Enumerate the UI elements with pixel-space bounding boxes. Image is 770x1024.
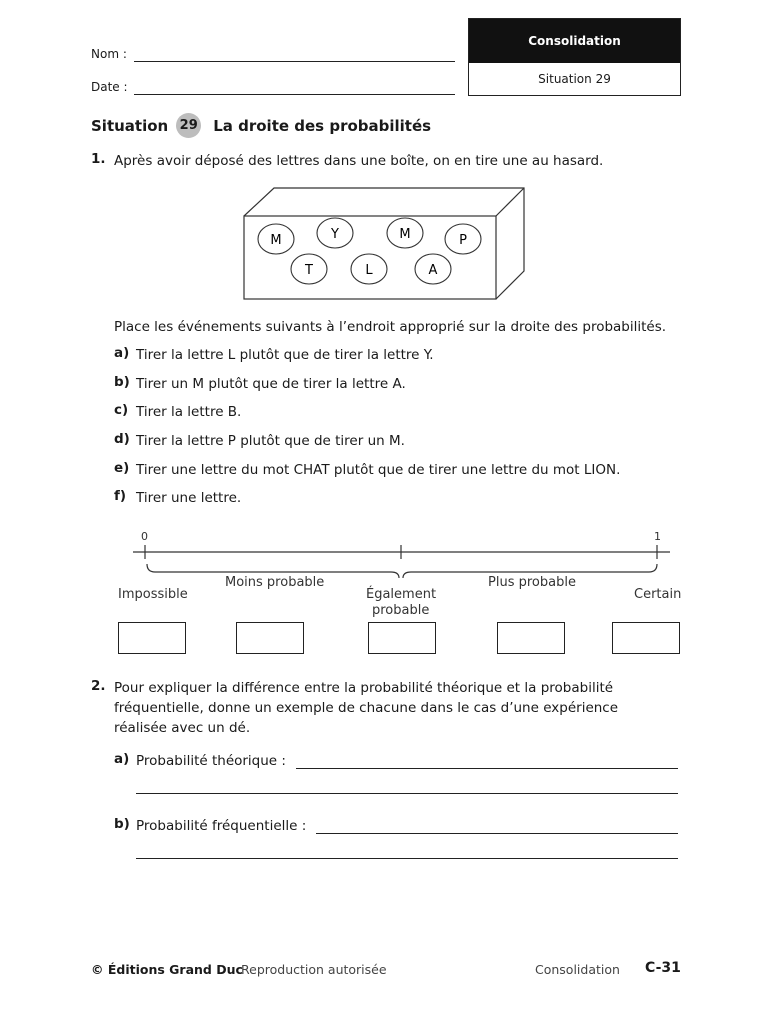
letter-token-label: A xyxy=(428,263,438,278)
q2a-letter: a) xyxy=(114,751,130,767)
q2b-answer-line[interactable] xyxy=(316,833,678,834)
q1-instruction: Place les événements suivants à l’endroit approprié sur la droite des probabilités. xyxy=(114,319,667,335)
footer-reproduction: Reproduction autorisée xyxy=(241,962,387,977)
item-text: Tirer une lettre. xyxy=(136,490,242,506)
item-text: Tirer un M plutôt que de tirer la lettre A. xyxy=(136,376,406,392)
footer-copyright: © Éditions Grand Duc xyxy=(91,962,243,977)
footer-section: Consolidation xyxy=(535,962,620,977)
answer-box-certain[interactable] xyxy=(612,622,680,654)
more-probable-label: Plus probable xyxy=(488,575,576,590)
item-text: Tirer la lettre L plutôt que de tirer la lettre Y. xyxy=(136,347,434,363)
answer-box-impossible[interactable] xyxy=(118,622,186,654)
answer-box-equal[interactable] xyxy=(368,622,436,654)
probability-line xyxy=(125,540,685,580)
letter-token xyxy=(415,254,451,284)
item-text: Tirer la lettre P plutôt que de tirer un M. xyxy=(136,433,405,449)
header-box xyxy=(468,18,681,96)
item-letter: d) xyxy=(114,431,130,447)
item-letter: b) xyxy=(114,374,130,390)
q2b-text: Probabilité fréquentielle : xyxy=(136,818,307,834)
q2a-answer-line-2[interactable] xyxy=(136,793,678,794)
answer-box-more-probable[interactable] xyxy=(497,622,565,654)
equal-label-line1: Également xyxy=(366,587,437,602)
answer-box-less-probable[interactable] xyxy=(236,622,304,654)
q2-text-line3: réalisée avec un dé. xyxy=(114,720,251,736)
situation-number-badge: 29 xyxy=(176,113,201,138)
item-letter: a) xyxy=(114,345,130,361)
q2-number: 2. xyxy=(91,678,106,694)
scale-end-label: 1 xyxy=(654,530,661,543)
q2b-answer-line-2[interactable] xyxy=(136,858,678,859)
letter-token-label: M xyxy=(399,227,411,242)
item-letter: f) xyxy=(114,488,127,504)
name-field[interactable] xyxy=(134,61,455,62)
q2-text-line2: fréquentielle, donne un exemple de chacune dans le cas d’une expérience xyxy=(114,700,619,716)
header-box-subtitle: Situation 29 xyxy=(538,72,611,86)
letter-token xyxy=(291,254,327,284)
title-text: La droite des probabilités xyxy=(213,116,432,135)
less-probable-label: Moins probable xyxy=(225,575,325,590)
item-letter: e) xyxy=(114,460,130,476)
date-field[interactable] xyxy=(134,94,455,95)
item-text: Tirer une lettre du mot CHAT plutôt que de tirer une lettre du mot LION. xyxy=(136,462,621,478)
scale-start-label: 0 xyxy=(141,530,148,543)
page-title xyxy=(91,113,431,138)
item-letter: c) xyxy=(114,402,129,418)
letter-token xyxy=(387,218,423,248)
q2-text-line1: Pour expliquer la différence entre la probabilité théorique et la probabilité xyxy=(114,680,614,696)
date-label: Date : xyxy=(91,80,128,94)
letter-token xyxy=(445,224,481,254)
letter-token-label: Y xyxy=(331,227,339,242)
letter-token-label: M xyxy=(270,233,282,248)
q1-text: Après avoir déposé des lettres dans une boîte, on en tire une au hasard. xyxy=(114,153,604,169)
equal-label-line2: probable xyxy=(372,603,430,618)
name-label: Nom : xyxy=(91,47,127,61)
letter-token xyxy=(317,218,353,248)
footer-page-number: C-31 xyxy=(645,960,681,976)
letter-token xyxy=(258,224,294,254)
q2b-letter: b) xyxy=(114,816,130,832)
letter-token xyxy=(351,254,387,284)
item-text: Tirer la lettre B. xyxy=(136,404,242,420)
letter-box-illustration xyxy=(240,184,530,304)
q2a-text: Probabilité théorique : xyxy=(136,753,286,769)
title-prefix: Situation xyxy=(91,116,169,135)
impossible-label: Impossible xyxy=(118,587,188,602)
letter-token-label: L xyxy=(365,263,373,278)
letter-token-label: P xyxy=(459,233,467,248)
header-box-title: Consolidation xyxy=(469,19,680,63)
letter-token-label: T xyxy=(305,263,313,278)
q2a-answer-line[interactable] xyxy=(296,768,678,769)
letter-tokens xyxy=(258,218,481,284)
certain-label: Certain xyxy=(634,587,682,602)
q1-number: 1. xyxy=(91,151,106,167)
